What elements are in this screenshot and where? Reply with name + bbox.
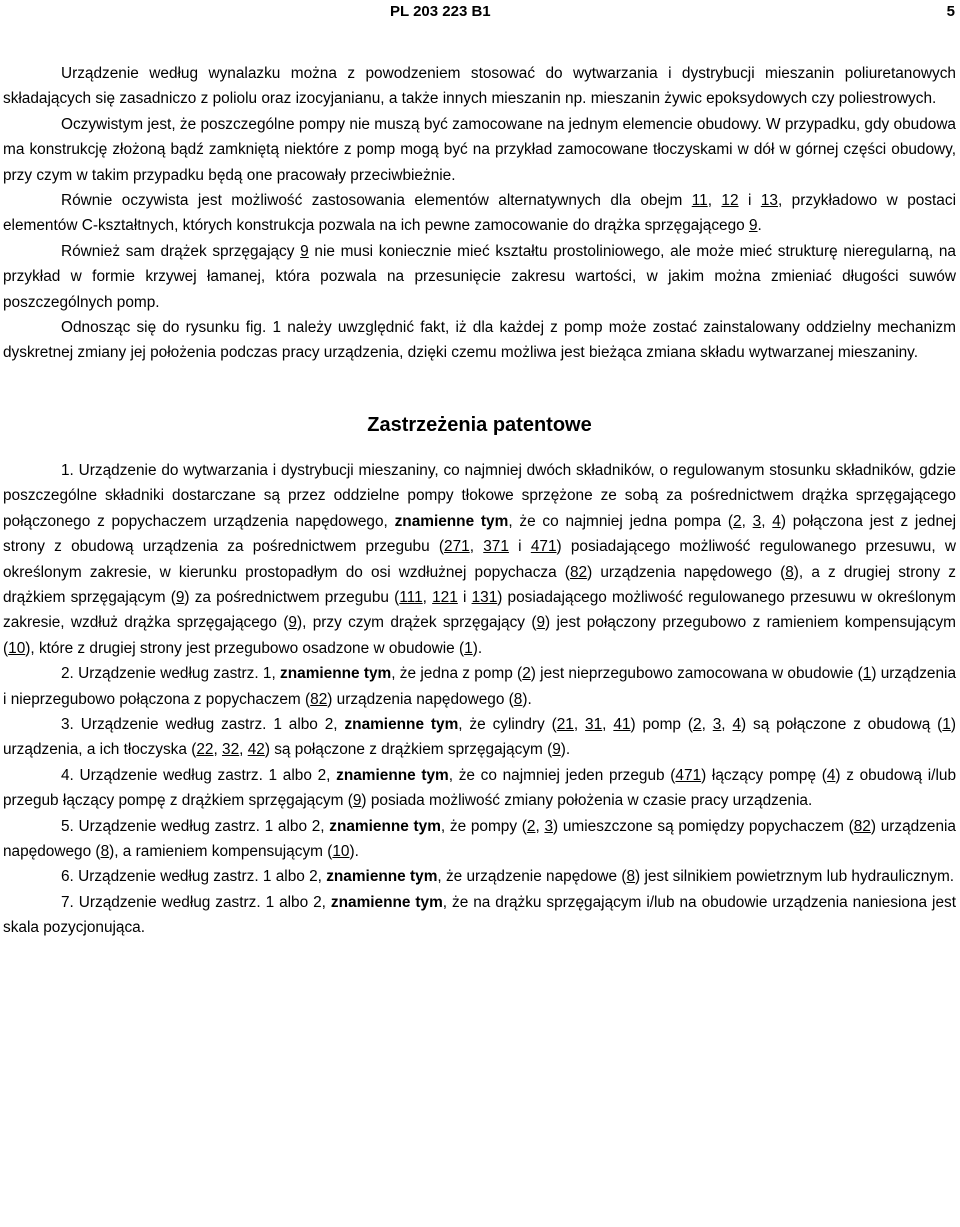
text-run: 2. Urządzenie według zastrz. 1, [61,665,281,683]
text-run: ), a ramieniem kompensującym ( [109,842,333,860]
description-paragraph-2 [3,112,956,188]
text-run: , że na drążku sprzęgającym i/lub na obudowie urządzenia naniesiona jest skala pozycjonująca. [3,893,956,937]
document-body [3,61,956,941]
patent-number: PL 203 223 B1 [390,3,491,20]
text-run: , [213,741,223,759]
reference-numeral: 471 [675,766,702,784]
reference-numeral: 4 [732,715,742,733]
page-number: 5 [946,3,955,20]
description-section [3,61,956,366]
text-run: , [701,715,713,733]
text-run: Również sam drążek sprzęgający [61,242,301,260]
text-run: , [469,538,484,556]
reference-numeral: 12 [721,192,739,210]
bold-phrase: znamienne tym [330,893,443,911]
reference-numeral: 1 [862,665,872,683]
reference-numeral: 82 [310,690,328,708]
text-run: , przykładowo w postaci elementów C-kształtnych, których konstrukcja pozwala na ich pewne zamocowanie do drążka sprzęgającego [3,192,956,235]
text-run: ) pomp ( [630,715,693,733]
reference-numeral: 371 [483,538,509,556]
claim-6 [3,864,956,889]
reference-numeral: 8 [626,868,636,886]
reference-numeral: 3 [544,817,554,835]
text-run: ) łączący pompę ( [701,766,827,784]
text-run: ) z obudową i/lub przegub łączący pompę z drążkiem sprzęgającym ( [3,766,956,810]
reference-numeral: 271 [444,538,470,556]
reference-numeral: 111 [399,588,423,606]
reference-numeral: 4 [772,512,781,530]
text-run: ). [522,690,532,708]
reference-numeral: 1 [464,639,473,657]
text-run: ) urządzenia napędowego ( [3,817,956,860]
reference-numeral: 42 [247,741,265,759]
text-run: , że pompy ( [440,817,527,835]
text-run: ) urządzenia napędowego ( [587,563,786,581]
text-run: 4. Urządzenie według zastrz. 1 albo 2, [61,766,337,784]
bold-phrase: znamienne tym [344,715,459,733]
text-run: 7. Urządzenie według zastrz. 1 albo 2, [61,893,331,911]
claim-3 [3,712,956,763]
reference-numeral: 9 [536,614,546,632]
claims-heading: Zastrzeżenia patentowe [367,413,592,436]
text-run: Urządzenie według wynalazku można z powodzeniem stosować do wytwarzania i dystrybucji mieszanin poliuretanowych składających się zasadniczo z poliolu oraz izocyjanianu, a także innych mieszanin np. mieszanin żywic epoksydowych czy poliestrowych. [3,65,956,108]
text-run: , że cylindry ( [458,715,557,733]
text-run: ) posiadającego możliwość regulowanego przesuwu w określonym zakresie, wzdłuż drążka sprzęgającego ( [3,588,956,632]
text-run: ) urządzenia, a ich tłoczyska ( [3,715,956,759]
text-run: , [721,715,733,733]
claim-1 [3,458,956,661]
reference-numeral: 8 [513,690,523,708]
reference-numeral: 31 [585,715,603,733]
bold-phrase: znamienne tym [326,868,438,886]
reference-numeral: 8 [100,842,110,860]
text-run: 3. Urządzenie według zastrz. 1 albo 2, [61,715,345,733]
reference-numeral: 9 [552,741,561,759]
text-run: ) urządzenia napędowego ( [327,690,514,708]
text-run: ), przy czym drążek sprzęgający ( [296,614,537,632]
text-run: Równie oczywista jest możliwość zastosowania elementów alternatywnych dla obejm [61,192,692,210]
text-run: ), które z drugiej strony jest przegubowo osadzone w obudowie ( [25,639,465,657]
text-run: , [422,588,433,606]
text-run: ), a z drugiej strony z drążkiem sprzęgającym ( [3,563,956,606]
reference-numeral: 11 [691,192,708,210]
text-run: , że urządzenie napędowe ( [437,868,627,886]
text-run: , [707,192,722,210]
reference-numeral: 471 [530,538,557,556]
reference-numeral: 4 [826,766,836,784]
text-run: ) za pośrednictwem przegubu ( [184,588,400,606]
reference-numeral: 121 [432,588,458,606]
reference-numeral: 1 [942,715,951,733]
text-run: ). [349,842,359,860]
text-run: . [757,217,762,235]
text-run: ) posiada możliwość zmiany położenia w czasie pracy urządzenia. [361,792,813,810]
reference-numeral: 9 [748,217,758,235]
claims-section [3,458,956,941]
text-run: 5. Urządzenie według zastrz. 1 albo 2, [61,817,330,835]
text-run: ) posiadającego możliwość regulowanego przesuwu, w określonym zakresie, w kierunku prostopadłym do osi wzdłużnej popychacza ( [3,538,956,581]
reference-numeral: 21 [556,715,574,733]
text-run: , [761,512,773,530]
text-run: , [602,715,614,733]
description-paragraph-4 [3,239,956,315]
claim-5 [3,814,956,865]
reference-numeral: 2 [526,817,536,835]
text-run: i [508,538,531,556]
bold-phrase: znamienne tym [394,512,509,530]
text-run: , [573,715,586,733]
text-run: ). [560,741,571,759]
text-run: nie musi koniecznie mieć kształtu prostoliniowego, ale może mieć strukturę nieregularną, na przykład w formie krzywej łamanej, która pozwala na przesunięcie zakresu wartości, w jakim można zmieniać długości suwów poszczególnych pomp. [3,242,956,311]
reference-numeral: 82 [853,817,871,835]
text-run: ) umieszczone są pomiędzy popychaczem ( [553,817,854,835]
reference-numeral: 13 [760,192,778,210]
description-paragraph-3 [3,188,956,239]
claim-4 [3,763,956,814]
reference-numeral: 2 [522,665,531,683]
bold-phrase: znamienne tym [329,817,441,835]
reference-numeral: 2 [733,512,742,530]
reference-numeral: 9 [352,792,362,810]
reference-numeral: 32 [222,741,240,759]
text-run: i [457,588,472,606]
text-run: , [535,817,545,835]
reference-numeral: 9 [288,614,297,632]
claim-7 [3,890,956,941]
bold-phrase: znamienne tym [280,665,392,683]
bold-phrase: znamienne tym [336,766,449,784]
text-run: , [239,741,248,759]
text-run: ) jest połączony przegubowo z ramieniem kompensującym ( [3,614,956,657]
text-run: Odnosząc się do rysunku fig. 1 należy uwzględnić fakt, iż dla każdej z pomp może zostać zainstalowany oddzielny mechanizm dyskretnej zmiany jej położenia podczas pracy urządzenia, dzięki czemu możliwa jest bieżąca zmiana składu wytwarzanej mieszaniny. [3,319,956,362]
text-run: 1. Urządzenie do wytwarzania i dystrybucji mieszaniny, co najmniej dwóch składników, o regulowanym stosunku składników, gdzie poszczególne składniki dostarczane są przez oddzielne pompy tłokowe sprzężone ze sobą za pośrednictwem drążka sprzęgającego połączonego z popychaczem urządzenia napędowego, [3,461,956,530]
reference-numeral: 131 [471,588,498,606]
text-run: Oczywistym jest, że poszczególne pompy nie muszą być zamocowane na jednym elemencie obudowy. W przypadku, gdy obudowa ma konstrukcję złożoną bądź zamkniętą niektóre z pomp mogą być na przykład zamocowane tłoczyskami w dół w górnej części obudowy, przy czym w takim przypadku będą one pracowały przeciwbieżnie. [3,115,956,184]
claim-2 [3,661,956,712]
reference-numeral: 3 [712,715,722,733]
reference-numeral: 9 [175,588,185,606]
text-run: ) są połączone z drążkiem sprzęgającym ( [264,741,553,759]
text-run: ). [472,639,483,657]
text-run: ) są połączone z obudową ( [741,715,943,733]
reference-numeral: 3 [752,512,762,530]
text-run: ) urządzenia i nieprzegubowo połączona z popychaczem ( [3,665,957,708]
page-header [0,0,960,30]
text-run: i [738,192,761,210]
reference-numeral: 2 [693,715,702,733]
text-run: , że jedna z pomp ( [391,665,523,683]
description-paragraph-1 [3,61,956,112]
reference-numeral: 10 [332,842,350,860]
text-run: , [741,512,753,530]
reference-numeral: 41 [613,715,631,733]
reference-numeral: 22 [196,741,214,759]
text-run: , że co najmniej jedna pompa ( [508,512,733,530]
reference-numeral: 82 [569,563,588,581]
reference-numeral: 8 [785,563,794,581]
text-run: ) jest nieprzegubowo zamocowana w obudowie ( [530,665,863,683]
text-run: , że co najmniej jeden przegub ( [448,766,676,784]
reference-numeral: 10 [8,639,26,657]
text-run: ) jest silnikiem powietrznym lub hydraulicznym. [635,868,955,886]
reference-numeral: 9 [300,242,309,260]
description-paragraph-5 [3,315,956,366]
text-run: 6. Urządzenie według zastrz. 1 albo 2, [61,868,327,886]
text-run: ) połączona jest z jednej strony z obudową urządzenia za pośrednictwem przegubu ( [3,512,957,556]
